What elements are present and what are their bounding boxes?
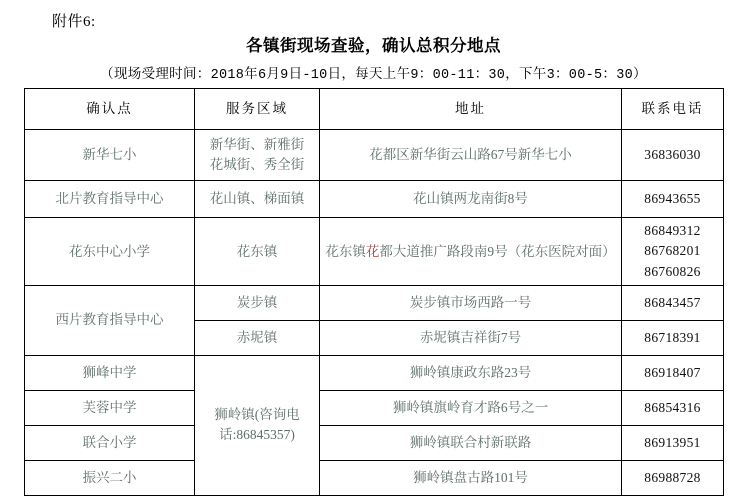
column-header-area: 服务区域: [195, 89, 320, 130]
phone-line: 86768201: [644, 243, 701, 259]
table-row: [25, 425, 724, 460]
cell-address: 炭步镇市场西路一号: [320, 285, 622, 320]
page-title: 各镇街现场查验，确认总积分地点: [246, 36, 501, 55]
cell-phone: 86913951: [622, 425, 724, 460]
address-part: 花东镇: [325, 243, 366, 259]
cell-phone: [622, 218, 724, 286]
table-row: [25, 130, 724, 181]
cell-point: 芙蓉中学: [25, 390, 195, 425]
table-row: [25, 355, 724, 390]
cell-address: 狮岭镇联合村新联路: [320, 425, 622, 460]
cell-point: 新华七小: [25, 130, 195, 181]
cell-phone: 86943655: [622, 181, 724, 218]
attachment-label: 附件6:: [52, 14, 96, 30]
cell-address: [320, 218, 622, 286]
area-line: 狮岭镇(咨询电: [214, 407, 300, 422]
table-row: [25, 460, 724, 495]
cell-phone: 36836030: [622, 130, 724, 181]
area-line: 花城街、秀全街: [209, 157, 305, 172]
phone-line: 86760826: [644, 263, 701, 279]
table-row: [25, 285, 724, 320]
table-row: [25, 218, 724, 286]
cell-point: 花东中心小学: [25, 218, 195, 286]
area-line: 新华街、新雅街: [209, 136, 305, 152]
cell-area: 赤坭镇: [195, 320, 320, 355]
document-subtitle: （现场受理时间：2018年6月9日-10日，每天上午9：00-11：30，下午3：00-5：30）: [100, 68, 647, 83]
cell-area: [195, 130, 320, 181]
cell-area: [195, 355, 320, 495]
cell-address: 花山镇两龙南街8号: [320, 181, 622, 218]
phone-line: 86849312: [644, 223, 701, 238]
cell-phone: 86854316: [622, 390, 724, 425]
verification-locations-table: [24, 88, 724, 496]
cell-address: 狮岭镇康政东路23号: [320, 355, 622, 390]
area-line: 话:86845357): [219, 427, 295, 443]
cell-phone: 86843457: [622, 285, 724, 320]
cell-area: 炭步镇: [195, 285, 320, 320]
table-row: [25, 390, 724, 425]
column-header-address: 地址: [320, 89, 622, 130]
cell-point: 北片教育指导中心: [25, 181, 195, 218]
address-highlight: 花: [365, 243, 380, 259]
cell-point: 狮峰中学: [25, 355, 195, 390]
cell-area: 花山镇、梯面镇: [195, 181, 320, 218]
cell-area: 花东镇: [195, 218, 320, 286]
cell-phone: 86988728: [622, 460, 724, 495]
cell-address: 狮岭镇盘古路101号: [320, 460, 622, 495]
cell-phone: 86718391: [622, 320, 724, 355]
table-header-row: [25, 89, 724, 130]
column-header-point: 确认点: [25, 89, 195, 130]
cell-point: 联合小学: [25, 425, 195, 460]
column-header-phone: 联系电话: [622, 89, 724, 130]
cell-point: 振兴二小: [25, 460, 195, 495]
cell-address: 狮岭镇旗岭育才路6号之一: [320, 390, 622, 425]
cell-address: 花都区新华街云山路67号新华七小: [320, 130, 622, 181]
table-row: [25, 181, 724, 218]
address-part: 都大道推广路段南9号（花东医院对面）: [379, 243, 616, 259]
cell-phone: 86918407: [622, 355, 724, 390]
cell-point: 西片教育指导中心: [25, 285, 195, 355]
cell-address: 赤坭镇吉祥街7号: [320, 320, 622, 355]
